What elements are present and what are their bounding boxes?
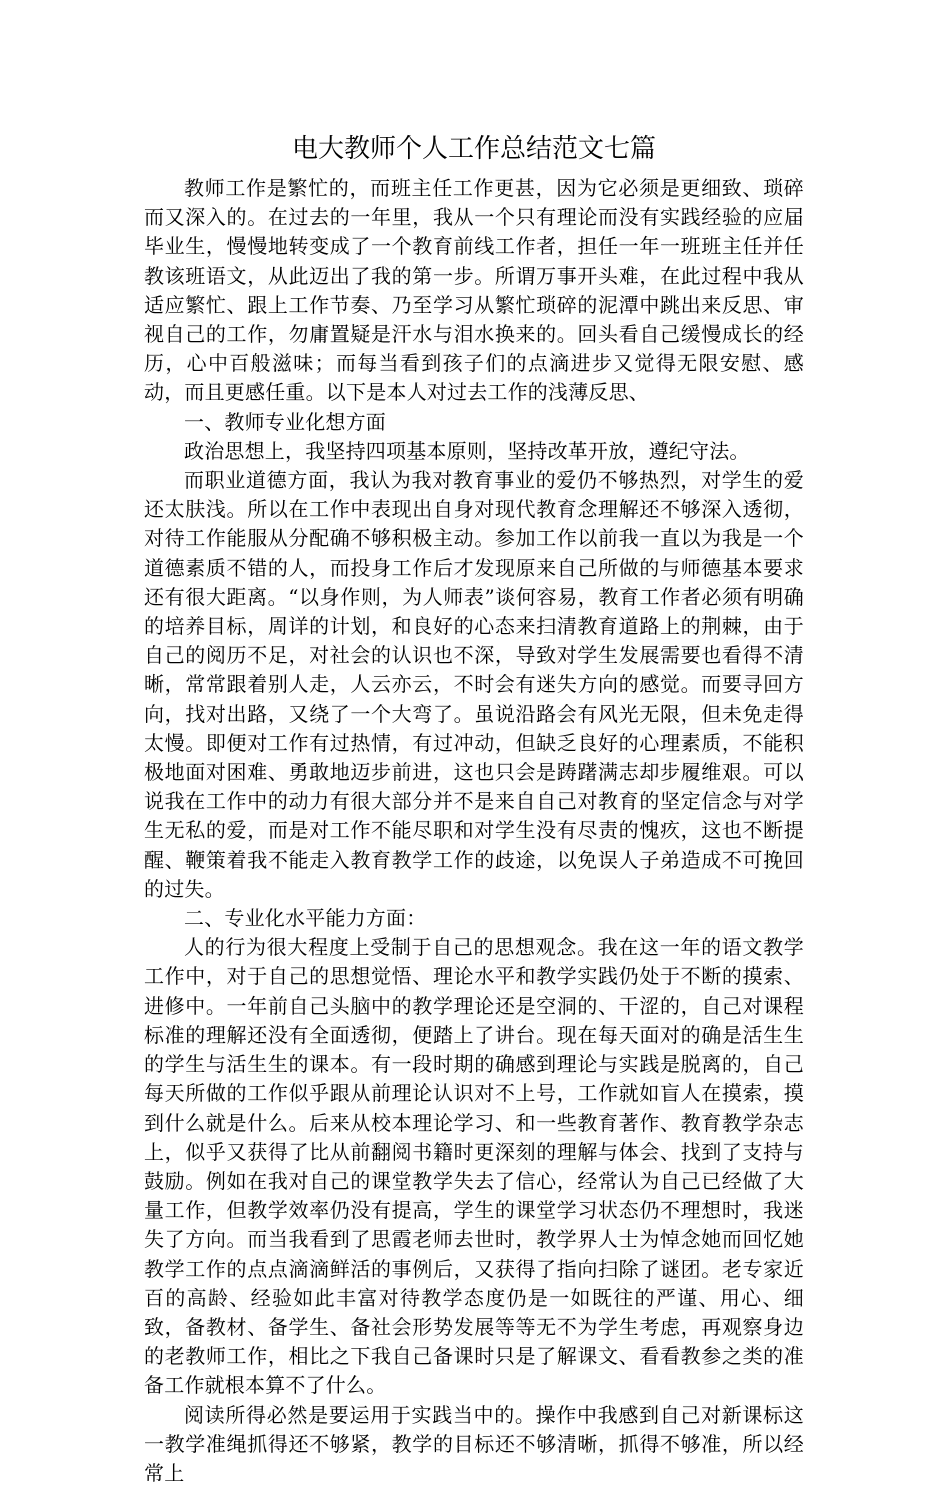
paragraph-intro: 教师工作是繁忙的，而班主任工作更甚，因为它必须是更细致、琐碎而又深入的。在过去的一年里，我从一个只有理论而没有实践经验的应届毕业生，慢慢地转变成了一个教育前线工作者，担任一年一班班主任并任教该班语文，从此迈出了我的第一步。所谓万事开头难，在此过程中我从适应繁忙、跟上工作节奏、乃至学习从繁忙琐碎的泥潭中跳出来反思、审视自己的工作，勿庸置疑是汗水与泪水换来的。回头看自己缓慢成长的经历，心中百般滋味；而每当看到孩子们的点滴进步又觉得无限安慰、感动，而且更感任重。以下是本人对过去工作的浅薄反思、 bbox=[144, 176, 804, 405]
paragraph-politics: 政治思想上，我坚持四项基本原则，坚持改革开放，遵纪守法。 bbox=[184, 438, 750, 463]
paragraph-ethics: 而职业道德方面，我认为我对教育事业的爱仍不够热烈，对学生的爱还太肤浅。所以在工作中表现出自身对现代教育念理解还不够深入透彻，对待工作能服从分配确不够积极主动。参加工作以前我一直以为我是一个道德素质不错的人，而投身工作后才发现原来自己所做的与师德基本要求还有很大距离。“以身作则，为人师表”谈何容易，教育工作者必须有明确的培养目标，周详的计划，和良好的心态来扫清教育道路上的荆棘，由于自己的阅历不足，对社会的认识也不深，导致对学生发展需要也看得不清晰，常常跟着别人走，人云亦云，不时会有迷失方向的感觉。而要寻回方向，找对出路，又绕了一个大弯了。虽说沿路会有风光无限，但未免走得太慢。即便对工作有过热情，有过冲动，但缺乏良好的心理素质，不能积极地面对困难、勇敢地迈步前进，这也只会是踌躇满志却步履维艰。可以说我在工作中的动力有很大部分并不是来自自己对教育的坚定信念与对学生无私的爱，而是对工作不能尽职和对学生没有尽责的愧疚，这也不断提醒、鞭策着我不能走入教育教学工作的歧途，以免误人子弟造成不可挽回的过失。 bbox=[144, 468, 804, 901]
document-title: 电大教师个人工作总结范文七篇 bbox=[291, 134, 656, 164]
paragraph-teaching: 人的行为很大程度上受制于自己的思想观念。我在这一年的语文教学工作中，对于自己的思想觉悟、理论水平和教学实践仍处于不断的摸索、进修中。一年前自己头脑中的教学理论还是空洞的、干涩的，自己对课程标准的理解还没有全面透彻，便踏上了讲台。现在每天面对的确是活生生的学生与活生生的课本。有一段时期的确感到理论与实践是脱离的，自己每天所做的工作似乎跟从前理论认识对不上号，工作就如盲人在摸索，摸到什么就是什么。后来从校本理论学习、和一些教育著作、教育教学杂志上，似乎又获得了比从前翻阅书籍时更深刻的理解与体会、找到了支持与鼓励。例如在我对自己的课堂教学失去了信心，经常认为自己已经做了大量工作，但教学效率仍没有提高，学生的课堂学习状态仍不理想时，我迷失了方向。而当我看到了思霞老师去世时，教学界人士为悼念她而回忆她教学工作的点点滴滴鲜活的事例后，又获得了指向扫除了谜团。老专家近百的高龄、经验如此丰富对待教学态度仍是一如既往的严谨、用心、细致，备教材、备学生、备社会形势发展等等无不为学生考虑，再观察身边的老教师工作，相比之下我自己备课时只是了解课文、看看教参之类的准备工作就根本算不了什么。 bbox=[144, 935, 804, 1398]
section-heading-1: 一、教师专业化想方面 bbox=[184, 409, 386, 434]
document-page bbox=[144, 132, 804, 1488]
paragraph-reading: 阅读所得必然是要运用于实践当中的。操作中我感到自己对新课标这一教学准绳抓得还不够紧，教学的目标还不够清晰，抓得不够准，所以经常上 bbox=[144, 1402, 804, 1485]
section-heading-2: 二、专业化水平能力方面： bbox=[184, 906, 427, 931]
